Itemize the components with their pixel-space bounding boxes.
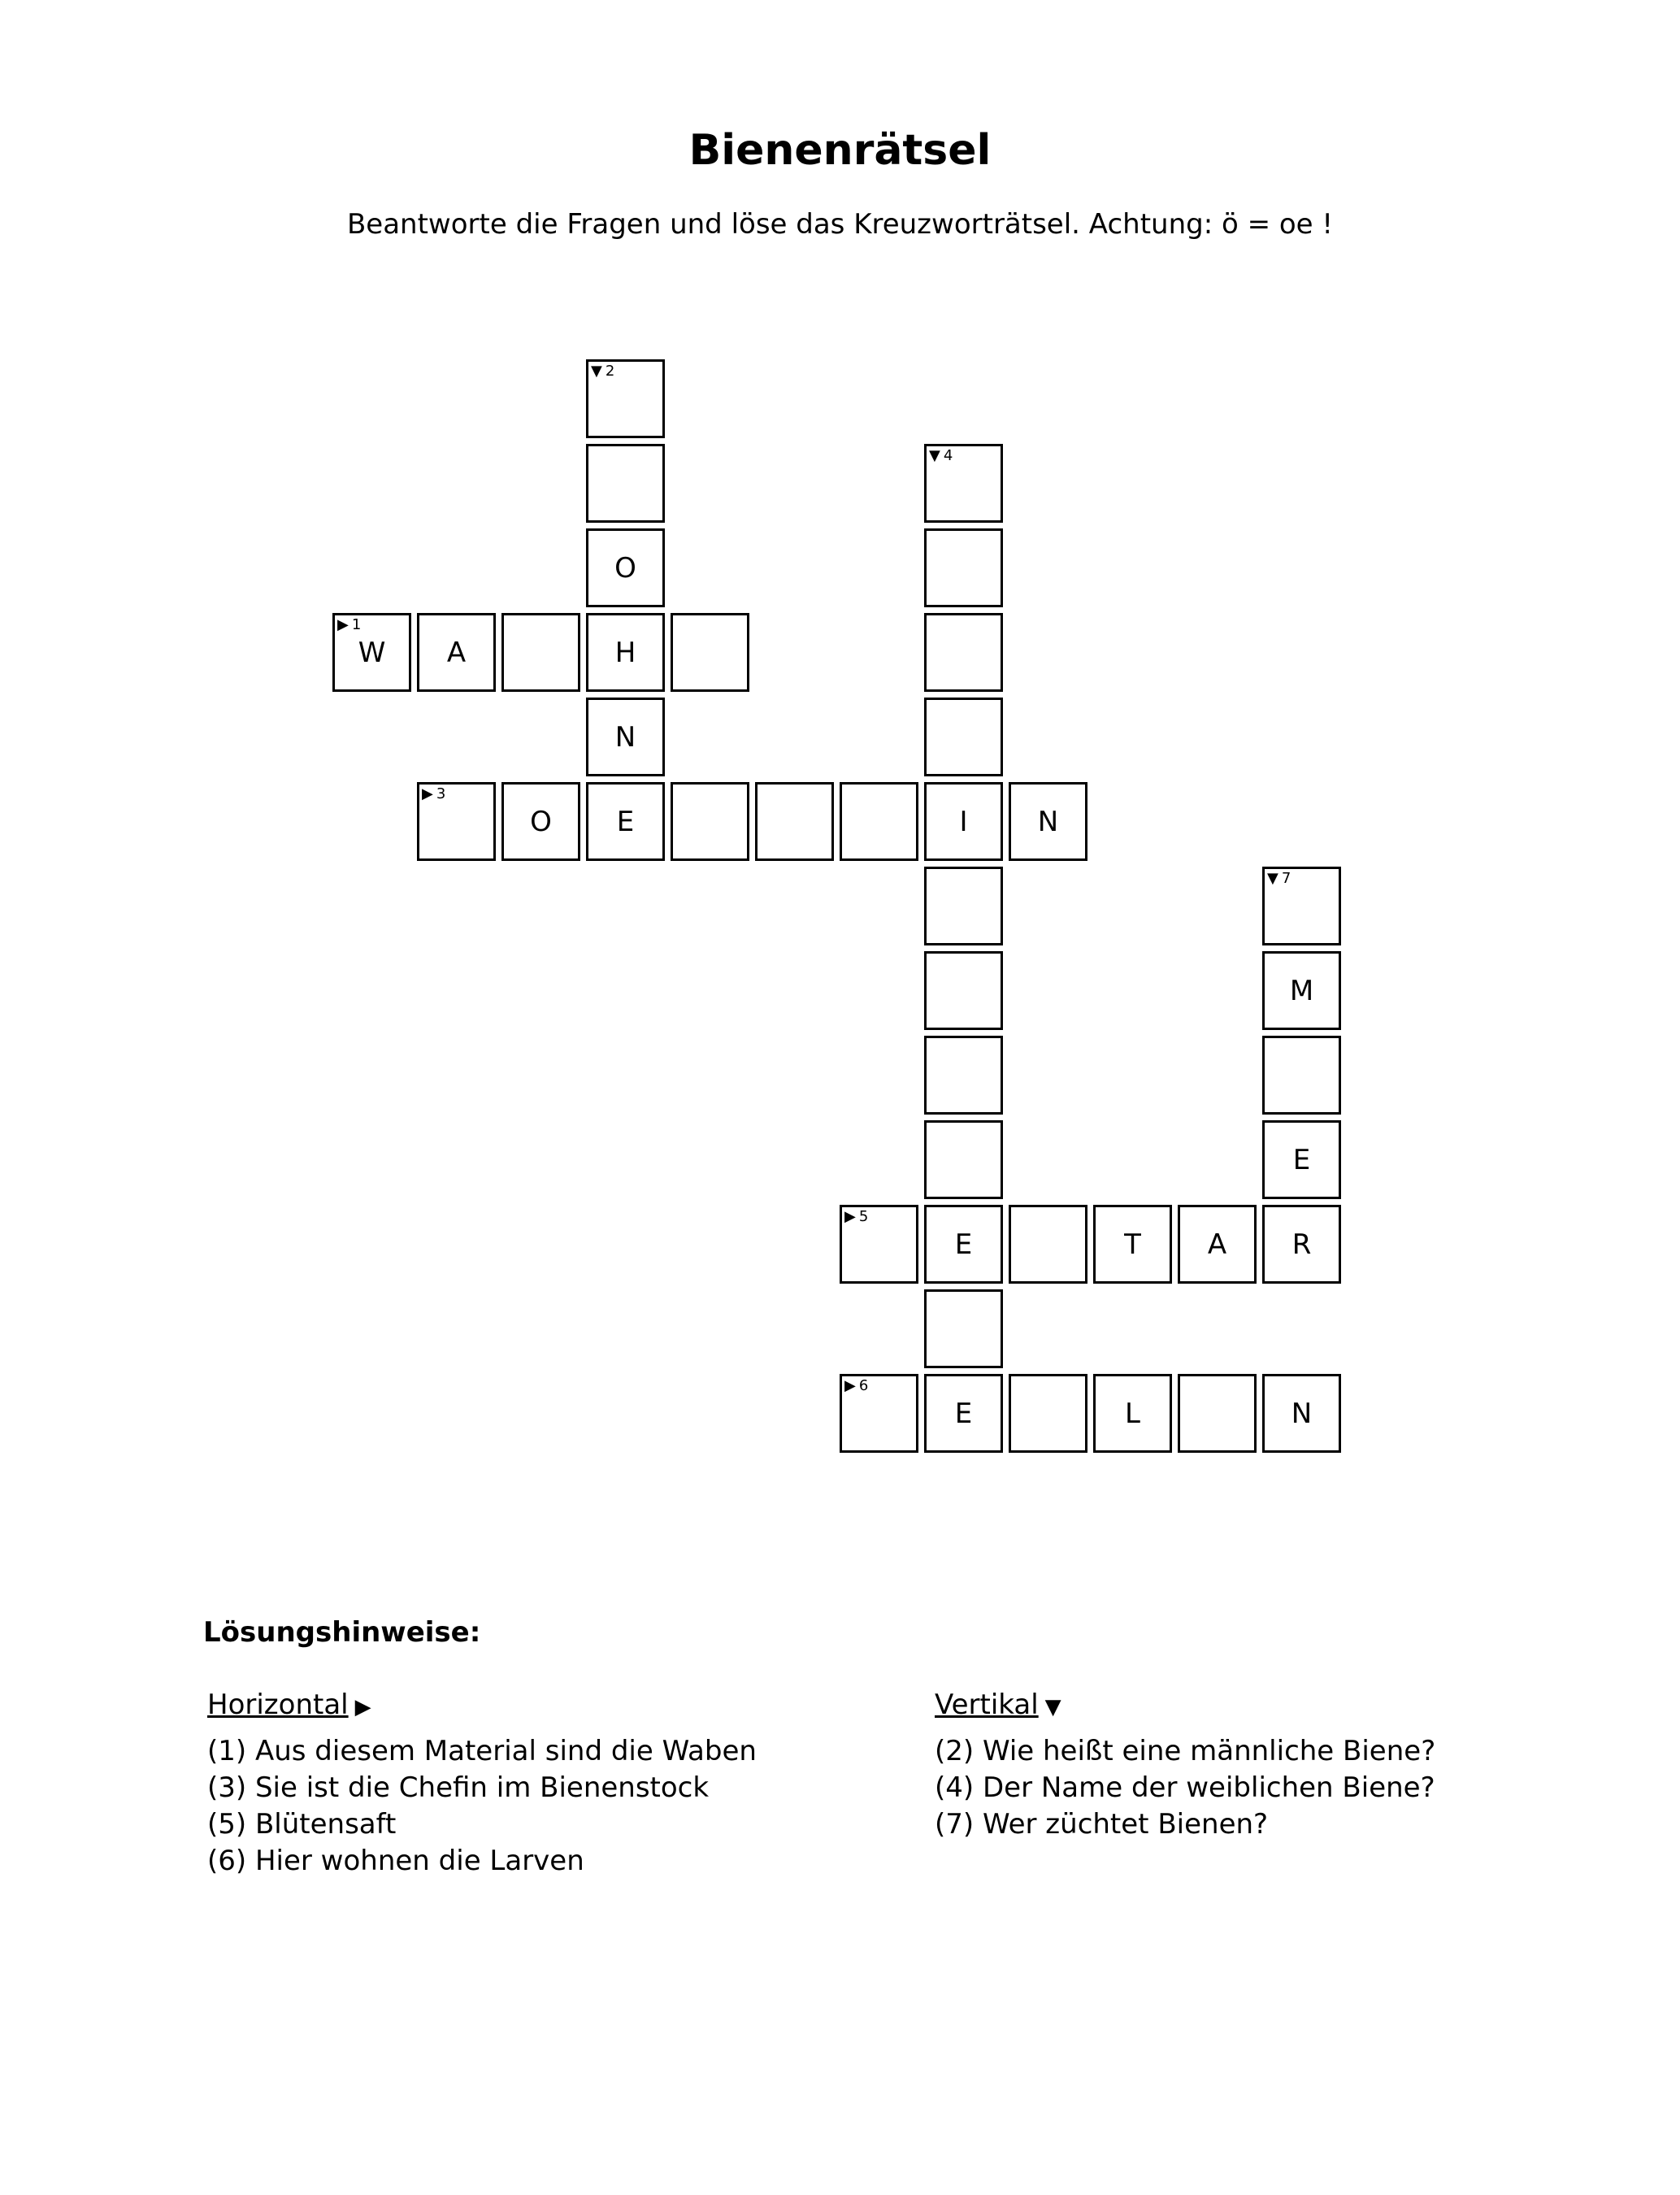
hint-item: (1) Aus diesem Material sind die Waben bbox=[207, 1735, 757, 1767]
crossword-cell[interactable] bbox=[840, 1205, 918, 1284]
crossword-cell[interactable] bbox=[924, 444, 1003, 523]
crossword-cell[interactable] bbox=[1262, 951, 1341, 1030]
cell-letter bbox=[927, 1123, 1001, 1197]
hint-item: (7) Wer züchtet Bienen? bbox=[935, 1808, 1269, 1841]
clue-number: 4 bbox=[943, 447, 953, 464]
cell-letter: E bbox=[954, 1397, 973, 1430]
crossword-cell[interactable] bbox=[1093, 1374, 1172, 1453]
arrow-right-icon: ▶ bbox=[337, 616, 349, 633]
crossword-cell[interactable] bbox=[924, 1205, 1003, 1284]
crossword-cell[interactable] bbox=[924, 867, 1003, 945]
cell-letter: H bbox=[614, 636, 636, 669]
arrow-down-icon: ▼ bbox=[591, 363, 602, 380]
crossword-cell[interactable] bbox=[332, 613, 411, 692]
cell-letter: N bbox=[1291, 1397, 1313, 1430]
cell-letter bbox=[927, 446, 1001, 520]
crossword-cell[interactable] bbox=[671, 782, 749, 861]
crossword-cell[interactable] bbox=[586, 698, 665, 776]
hint-item: (6) Hier wohnen die Larven bbox=[207, 1845, 584, 1877]
crossword-cell[interactable] bbox=[586, 528, 665, 607]
cell-letter bbox=[927, 1038, 1001, 1112]
crossword-cell[interactable] bbox=[501, 782, 580, 861]
cell-letter: E bbox=[1292, 1143, 1311, 1176]
cell-letter bbox=[588, 362, 662, 436]
cell-letter bbox=[927, 615, 1001, 689]
arrow-down-icon: ▼ bbox=[929, 447, 940, 464]
cell-letter bbox=[1265, 1038, 1339, 1112]
clue-number: 1 bbox=[351, 616, 362, 633]
cell-letter: A bbox=[446, 636, 467, 669]
clue-number: 2 bbox=[605, 363, 615, 380]
clue-number: 3 bbox=[436, 785, 446, 802]
crossword-cell[interactable] bbox=[1262, 867, 1341, 945]
crossword-cell[interactable] bbox=[1009, 1374, 1087, 1453]
cell-letter: E bbox=[616, 805, 635, 838]
crossword-cell[interactable] bbox=[1009, 782, 1087, 861]
arrow-right-icon: ▶ bbox=[844, 1208, 856, 1225]
cell-letter bbox=[673, 615, 747, 689]
hints-heading: Lösungshinweise: bbox=[203, 1616, 481, 1649]
crossword-cell[interactable] bbox=[1178, 1205, 1257, 1284]
crossword-cell[interactable] bbox=[586, 613, 665, 692]
cell-letter bbox=[927, 531, 1001, 605]
arrow-right-icon: ▶ bbox=[422, 785, 433, 802]
crossword-cell[interactable] bbox=[1262, 1205, 1341, 1284]
arrow-right-icon: ▶ bbox=[844, 1377, 856, 1394]
arrow-down-icon: ▼ bbox=[1044, 1695, 1061, 1719]
cell-letter: N bbox=[1037, 805, 1059, 838]
cell-letter: W bbox=[358, 636, 386, 669]
crossword-cell[interactable] bbox=[586, 444, 665, 523]
crossword-cell[interactable] bbox=[1009, 1205, 1087, 1284]
cell-letter bbox=[927, 954, 1001, 1028]
cell-letter bbox=[758, 785, 831, 858]
vertical-heading-label: Vertikal bbox=[935, 1689, 1039, 1721]
horizontal-heading-label: Horizontal bbox=[207, 1689, 349, 1721]
crossword-cell[interactable] bbox=[924, 698, 1003, 776]
crossword-cell[interactable] bbox=[586, 782, 665, 861]
crossword-cell[interactable] bbox=[1178, 1374, 1257, 1453]
hints-horizontal-section bbox=[207, 1684, 757, 1880]
crossword-cell[interactable] bbox=[924, 613, 1003, 692]
cell-letter: R bbox=[1291, 1228, 1312, 1261]
cell-letter bbox=[842, 785, 916, 858]
horizontal-heading bbox=[207, 1684, 757, 1733]
cell-letter bbox=[842, 1376, 916, 1450]
cell-letter bbox=[1265, 869, 1339, 943]
crossword-cell[interactable] bbox=[924, 951, 1003, 1030]
crossword-cell[interactable] bbox=[755, 782, 834, 861]
cell-letter: I bbox=[959, 805, 968, 838]
hint-item: (2) Wie heißt eine männliche Biene? bbox=[935, 1735, 1436, 1767]
crossword-cell[interactable] bbox=[501, 613, 580, 692]
cell-letter bbox=[927, 1292, 1001, 1366]
crossword-cell[interactable] bbox=[417, 782, 496, 861]
cell-letter: O bbox=[614, 551, 636, 585]
cell-letter: M bbox=[1289, 974, 1314, 1007]
cell-letter: N bbox=[614, 720, 636, 754]
crossword-cell[interactable] bbox=[924, 1289, 1003, 1368]
clue-number: 6 bbox=[858, 1377, 869, 1394]
crossword-cell[interactable] bbox=[840, 1374, 918, 1453]
arrow-down-icon: ▼ bbox=[1267, 870, 1278, 887]
hint-item: (4) Der Name der weiblichen Biene? bbox=[935, 1771, 1435, 1804]
cell-letter bbox=[927, 869, 1001, 943]
cell-letter bbox=[419, 785, 493, 858]
cell-letter bbox=[1180, 1376, 1254, 1450]
cell-letter bbox=[673, 785, 747, 858]
arrow-right-icon: ▶ bbox=[354, 1695, 371, 1719]
crossword-cell[interactable] bbox=[924, 1036, 1003, 1115]
cell-letter: E bbox=[954, 1228, 973, 1261]
vertical-heading bbox=[935, 1684, 1435, 1733]
crossword-cell[interactable] bbox=[924, 1374, 1003, 1453]
hints-vertical-section bbox=[935, 1684, 1435, 1843]
crossword-cell[interactable] bbox=[417, 613, 496, 692]
cell-letter bbox=[504, 615, 578, 689]
crossword-cell[interactable] bbox=[840, 782, 918, 861]
crossword-cell[interactable] bbox=[1262, 1120, 1341, 1199]
crossword-cell[interactable] bbox=[924, 528, 1003, 607]
clue-number: 7 bbox=[1281, 870, 1291, 887]
cell-letter: A bbox=[1207, 1228, 1227, 1261]
crossword-cell[interactable] bbox=[586, 359, 665, 438]
hint-item: (5) Blütensaft bbox=[207, 1808, 397, 1841]
hint-item: (3) Sie ist die Chefin im Bienenstock bbox=[207, 1771, 710, 1804]
crossword-cell[interactable] bbox=[924, 782, 1003, 861]
cell-letter: O bbox=[530, 805, 552, 838]
vertical-hints-list bbox=[935, 1733, 1435, 1843]
crossword-cell[interactable] bbox=[671, 613, 749, 692]
cell-letter bbox=[588, 446, 662, 520]
cell-letter: T bbox=[1124, 1228, 1141, 1261]
crossword-cell[interactable] bbox=[1093, 1205, 1172, 1284]
page-title: Bienenrätsel bbox=[688, 126, 992, 175]
cell-letter: L bbox=[1125, 1397, 1140, 1430]
crossword-cell[interactable] bbox=[1262, 1374, 1341, 1453]
cell-letter bbox=[927, 700, 1001, 774]
clue-number: 5 bbox=[858, 1208, 869, 1225]
horizontal-hints-list bbox=[207, 1733, 757, 1880]
page-subtitle: Beantworte die Fragen und löse das Kreuzworträtsel. Achtung: ö = oe ! bbox=[346, 208, 1334, 241]
cell-letter bbox=[842, 1207, 916, 1281]
crossword-cell[interactable] bbox=[1262, 1036, 1341, 1115]
crossword-cell[interactable] bbox=[924, 1120, 1003, 1199]
cell-letter bbox=[1011, 1207, 1085, 1281]
cell-letter bbox=[1011, 1376, 1085, 1450]
